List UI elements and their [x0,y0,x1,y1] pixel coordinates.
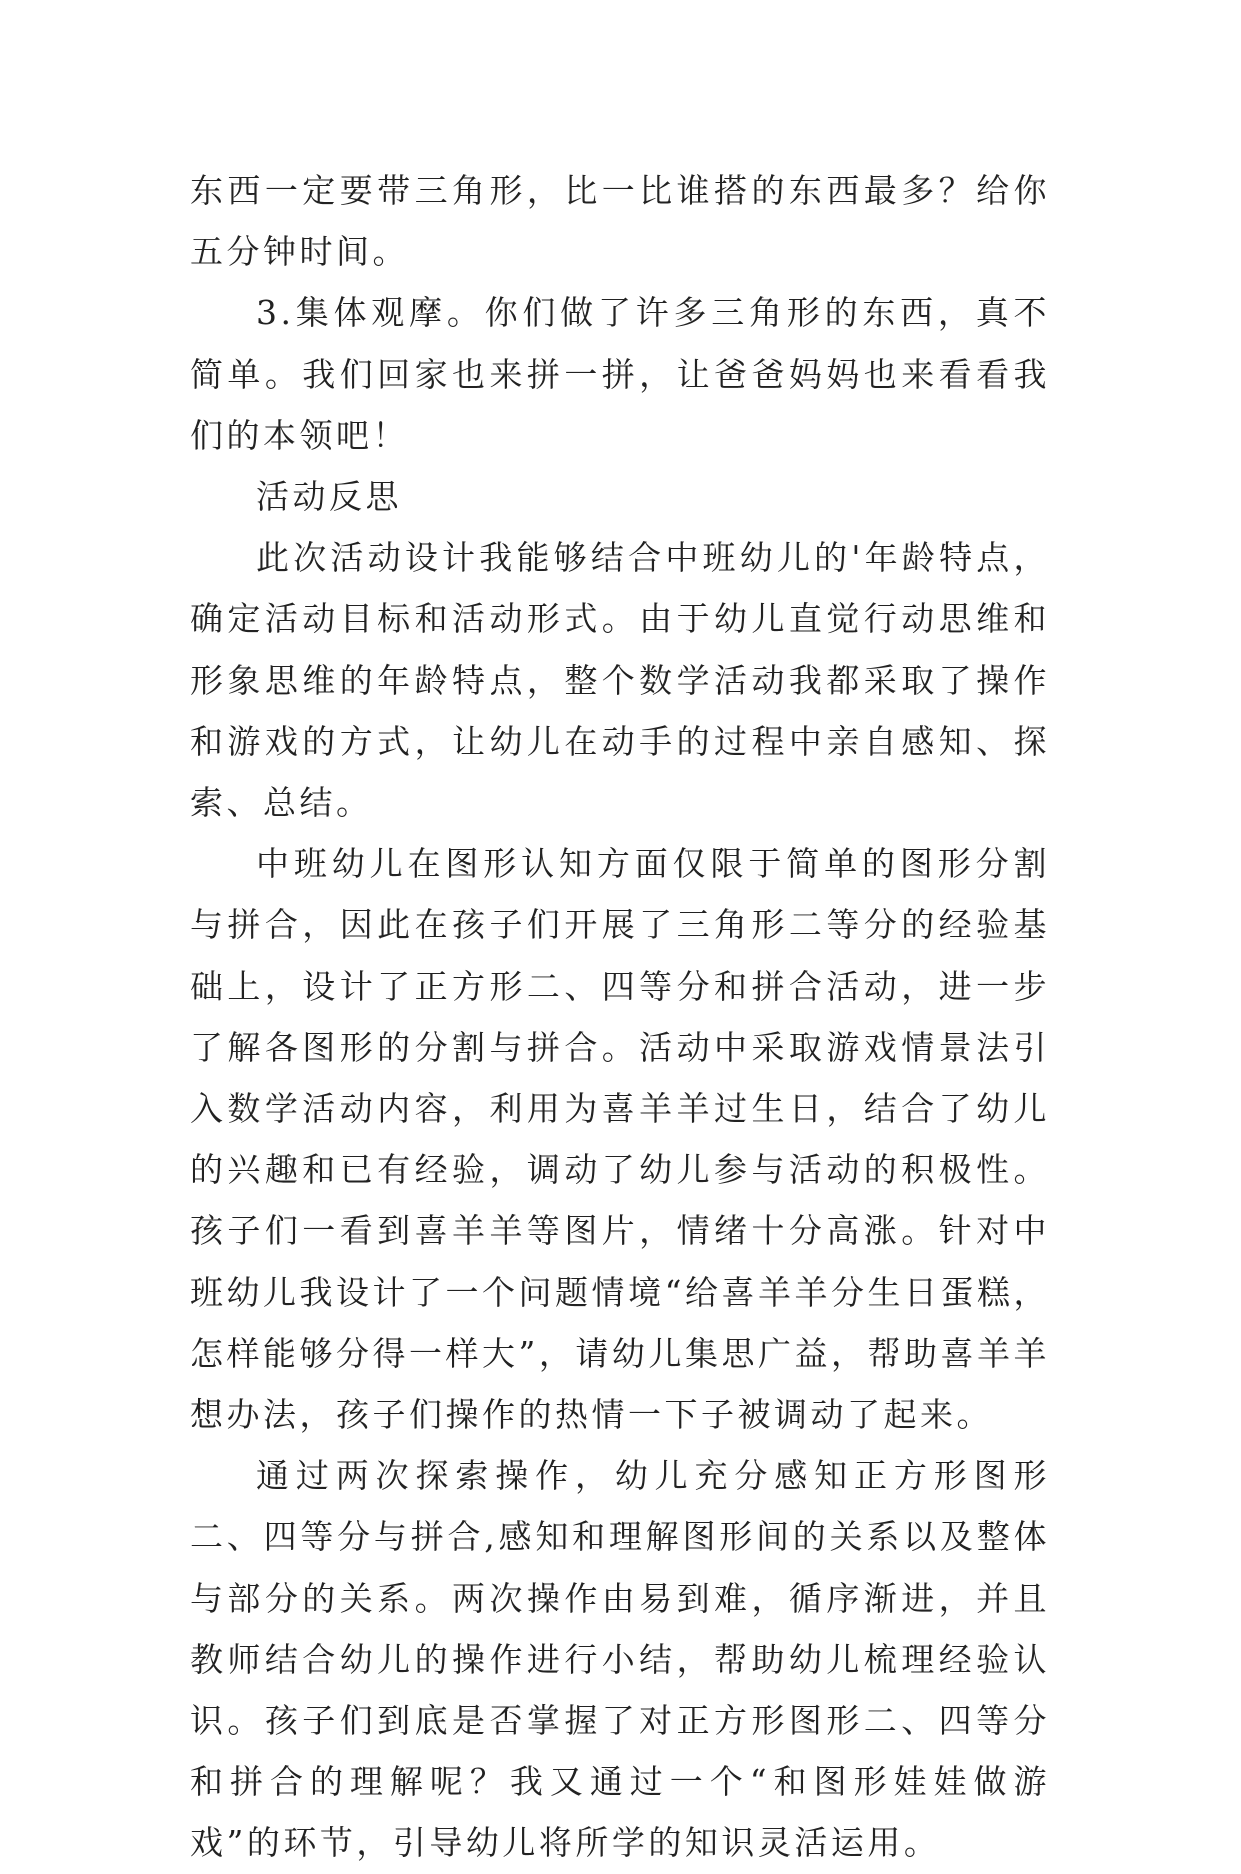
paragraph-reflection-design: 此次活动设计我能够结合中班幼儿的'年龄特点，确定活动目标和活动形式。由于幼儿直觉行动思维和形象思维的年龄特点，整个数学活动我都采取了操作和游戏的方式，让幼儿在动手的过程中亲自感知、探索、总结。 [190,538,1050,823]
paragraph-reflection-operation: 通过两次探索操作，幼儿充分感知正方形图形二、四等分与拼合,感知和理解图形间的关系以及整体与部分的关系。两次操作由易到难，循序渐进，并且教师结合幼儿的操作进行小结，帮助幼儿梳理经验认识。孩子们到底是否掌握了对正方形图形二、四等分和拼合的理解呢？我又通过一个“和图形娃娃做游戏”的环节，引导幼儿将所学的知识灵活运用。 [190,1456,1050,1863]
paragraph-reflection-activity: 中班幼儿在图形认知方面仅限于简单的图形分割与拼合，因此在孩子们开展了三角形二等分的经验基础上，设计了正方形二、四等分和拼合活动，进一步了解各图形的分割与拼合。活动中采取游戏情景法引入数学活动内容，利用为喜羊羊过生日，结合了幼儿的兴趣和已有经验，调动了幼儿参与活动的积极性。孩子们一看到喜羊羊等图片，情绪十分高涨。针对中班幼儿我设计了一个问题情境“给喜羊羊分生日蛋糕，怎样能够分得一样大”，请幼儿集思广益，帮助喜羊羊想办法，孩子们操作的热情一下子被调动了起来。 [190,844,1050,1435]
body-text [190,160,1050,1874]
section-heading-reflection: 活动反思 [256,477,402,517]
paragraph-group-viewing: 3.集体观摩。你们做了许多三角形的东西，真不简单。我们回家也来拼一拼，让爸爸妈妈也来看看我们的本领吧！ [190,293,1050,455]
paragraph-continuation: 东西一定要带三角形，比一比谁搭的东西最多？给你五分钟时间。 [190,171,1050,272]
